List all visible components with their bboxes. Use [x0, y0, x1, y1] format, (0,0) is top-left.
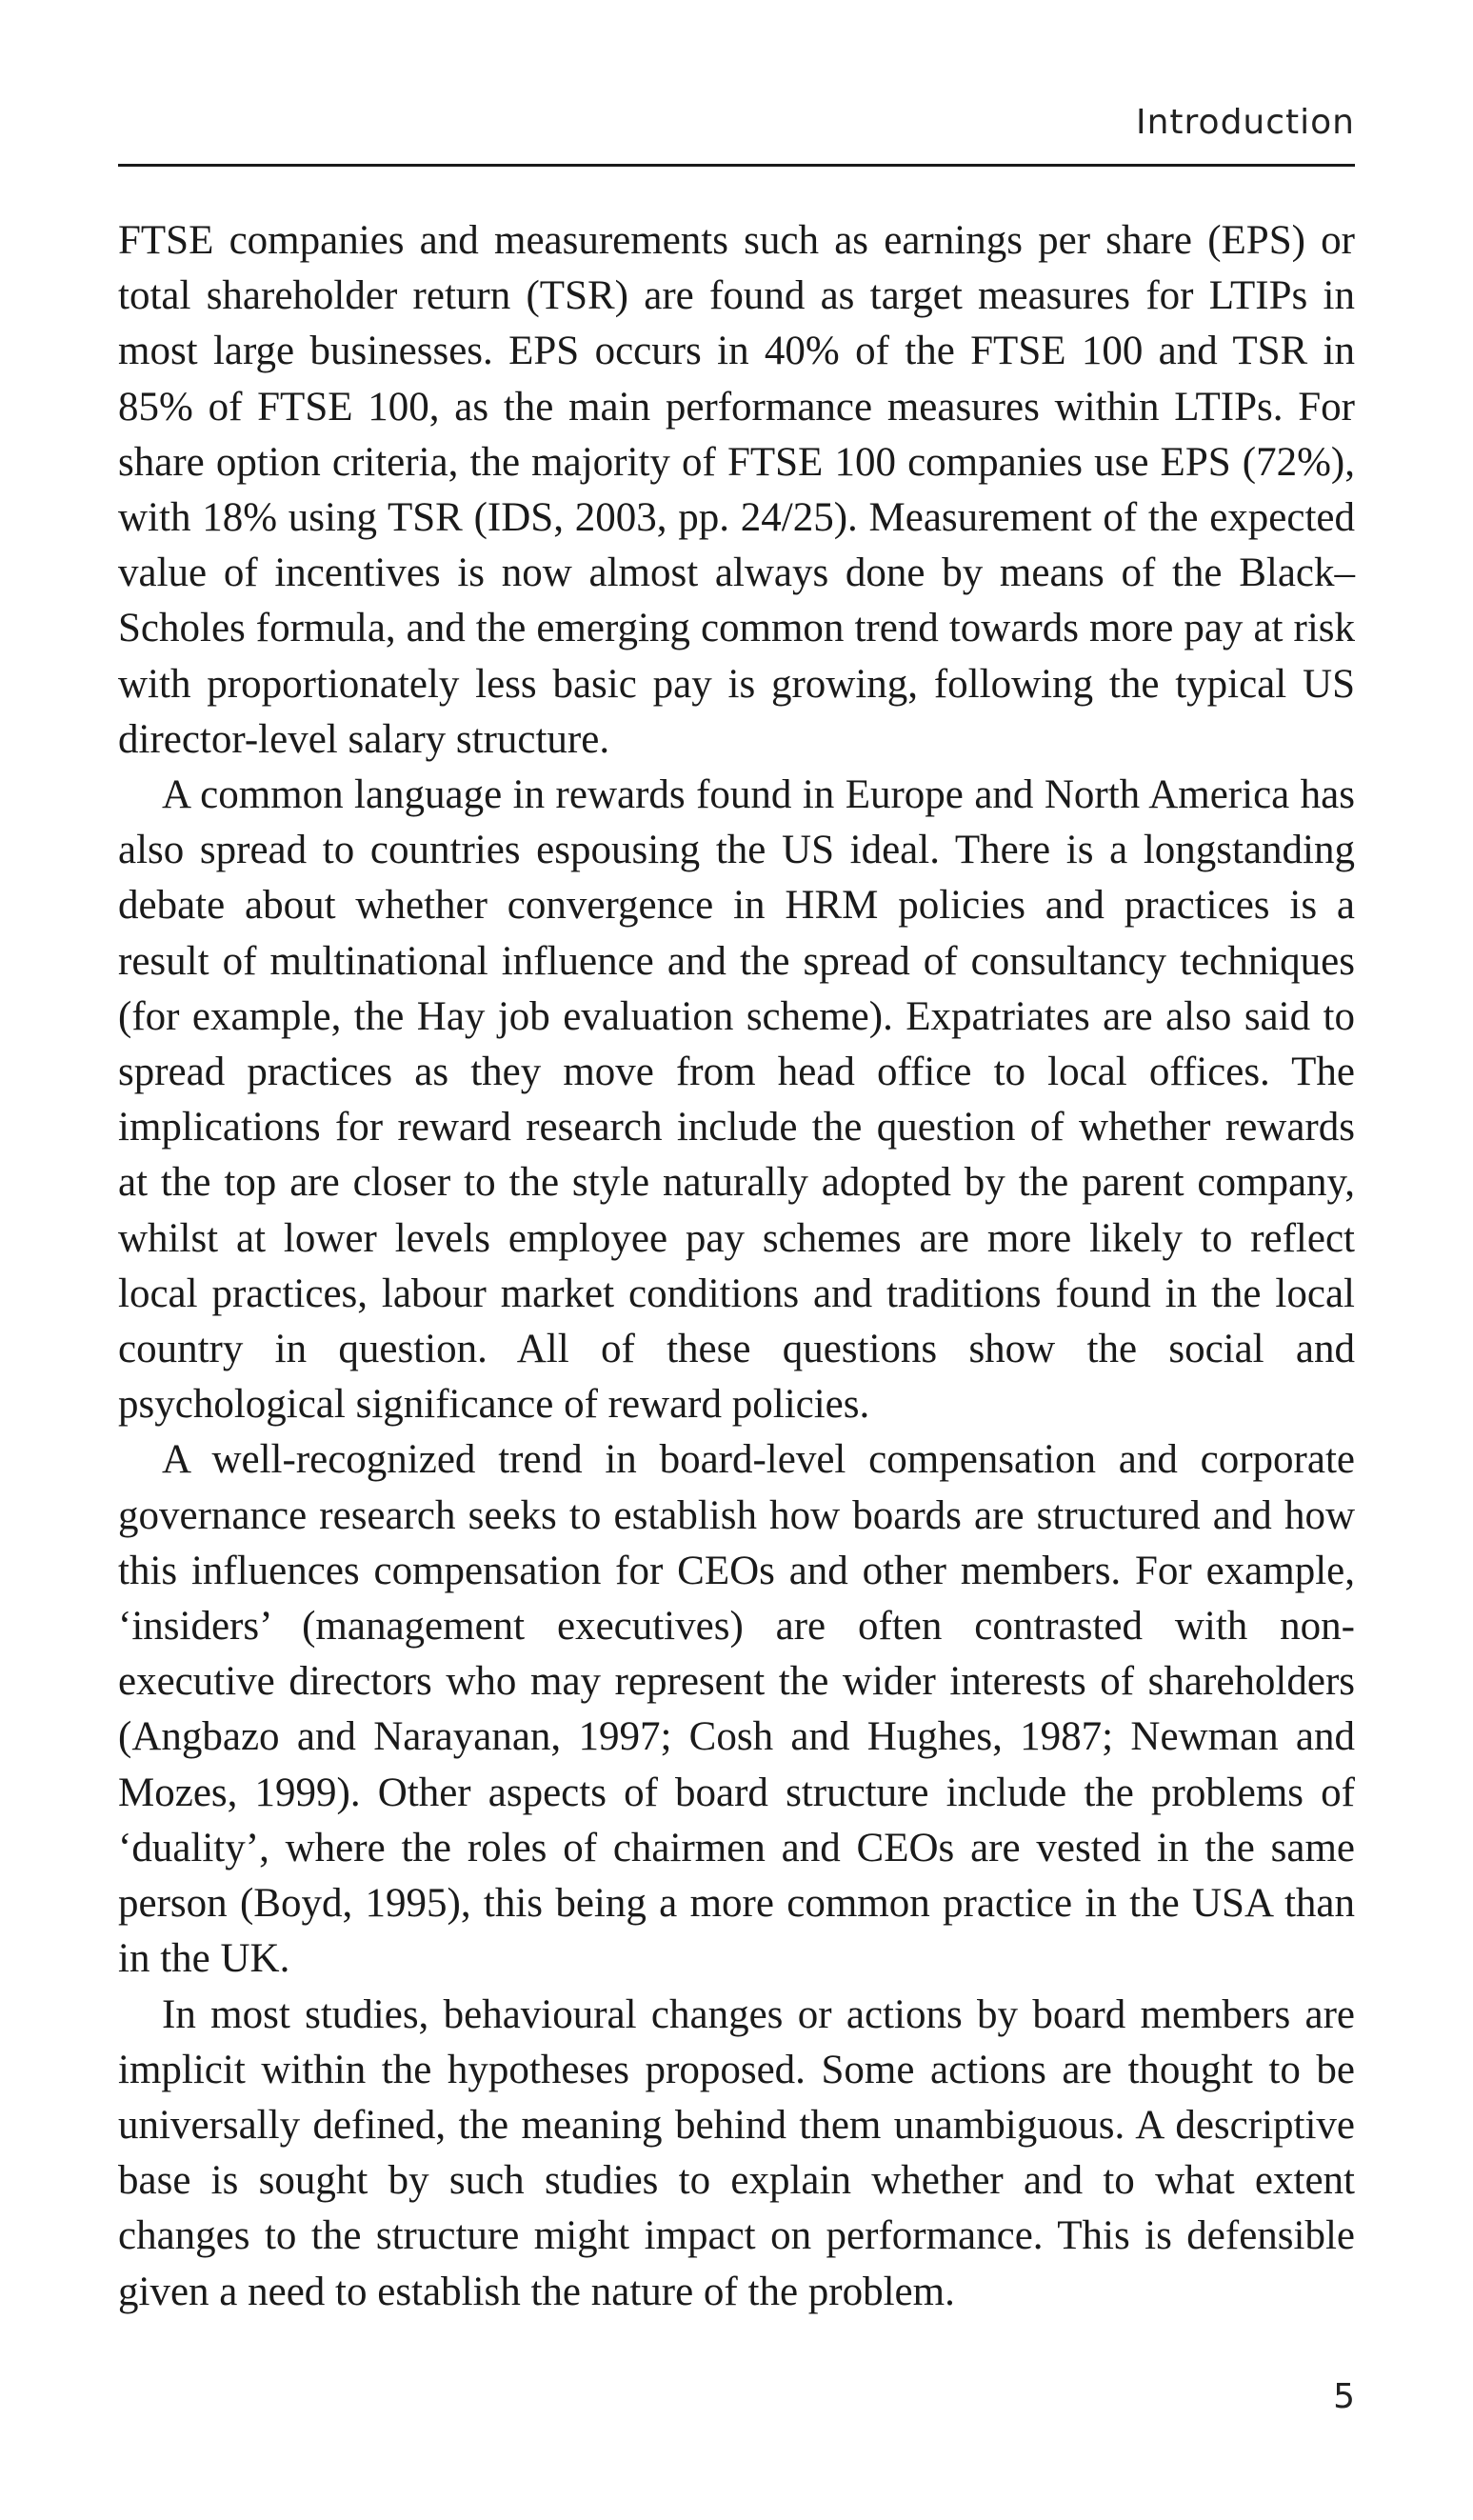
paragraph-1: FTSE companies and measurements such as earnings per share (EPS) or total shareholder return (TSR) are found as target measures for LTIPs in most large businesses. EPS occurs in 40% of the FTSE 100 and TSR in 85% of FTSE 100, as the main performance measures within LTIPs. For share option criteria, the majority of FTSE 100 companies use EPS (72%), with 18% using TSR (IDS, 2003, pp. 24/25). Measurement of the expected value of incentives is now almost always done by means of the Black–Scholes formula, and the emerging common trend towards more pay at risk with proportionately less basic pay is growing, following the typical US director-level salary structure.	[118, 218, 1355, 762]
paragraph-3: A well-recognized trend in board-level compensation and corporate governance research seeks to establish how boards are structured and how this influences compensation for CEOs and other members. For example, ‘insiders’ (management executives) are often contrasted with non-executive directors who may represent the wider interests of shareholders (Angbazo and Narayanan, 1997; Cosh and Hughes, 1987; Newman and Mozes, 1999). Other aspects of board structure include the problems of ‘duality’, where the roles of chairmen and CEOs are vested in the same person (Boyd, 1995), this being a more common practice in the USA than in the UK.	[118, 1437, 1355, 1982]
page-number: 5	[1333, 2377, 1355, 2416]
paragraph-4: In most studies, behavioural changes or actions by board members are implicit within the hypotheses proposed. Some actions are thought to be universally defined, the meaning behind them unambiguous. A descriptive base is sought by such studies to explain whether and to what extent changes to the structure might impact on performance. This is defensible given a need to establish the nature of the problem.	[118, 1991, 1355, 2314]
body-text	[118, 213, 1355, 2320]
running-head-title: Introduction	[1135, 103, 1355, 142]
header-rule	[118, 164, 1355, 167]
paragraph-2: A common language in rewards found in Europe and North America has also spread to countries espousing the US ideal. There is a longstanding debate about whether convergence in HRM policies and practices is a result of multinational influence and the spread of consultancy techniques (for example, the Hay job evaluation scheme). Expatriates are also said to spread practices as they move from head office to local offices. The implications for reward research include the question of whether rewards at the top are closer to the style naturally adopted by the parent company, whilst at lower levels employee pay schemes are more likely to reflect local practices, labour market conditions and traditions found in the local country in question. All of these questions show the social and psychological significance of reward policies.	[118, 772, 1355, 1428]
